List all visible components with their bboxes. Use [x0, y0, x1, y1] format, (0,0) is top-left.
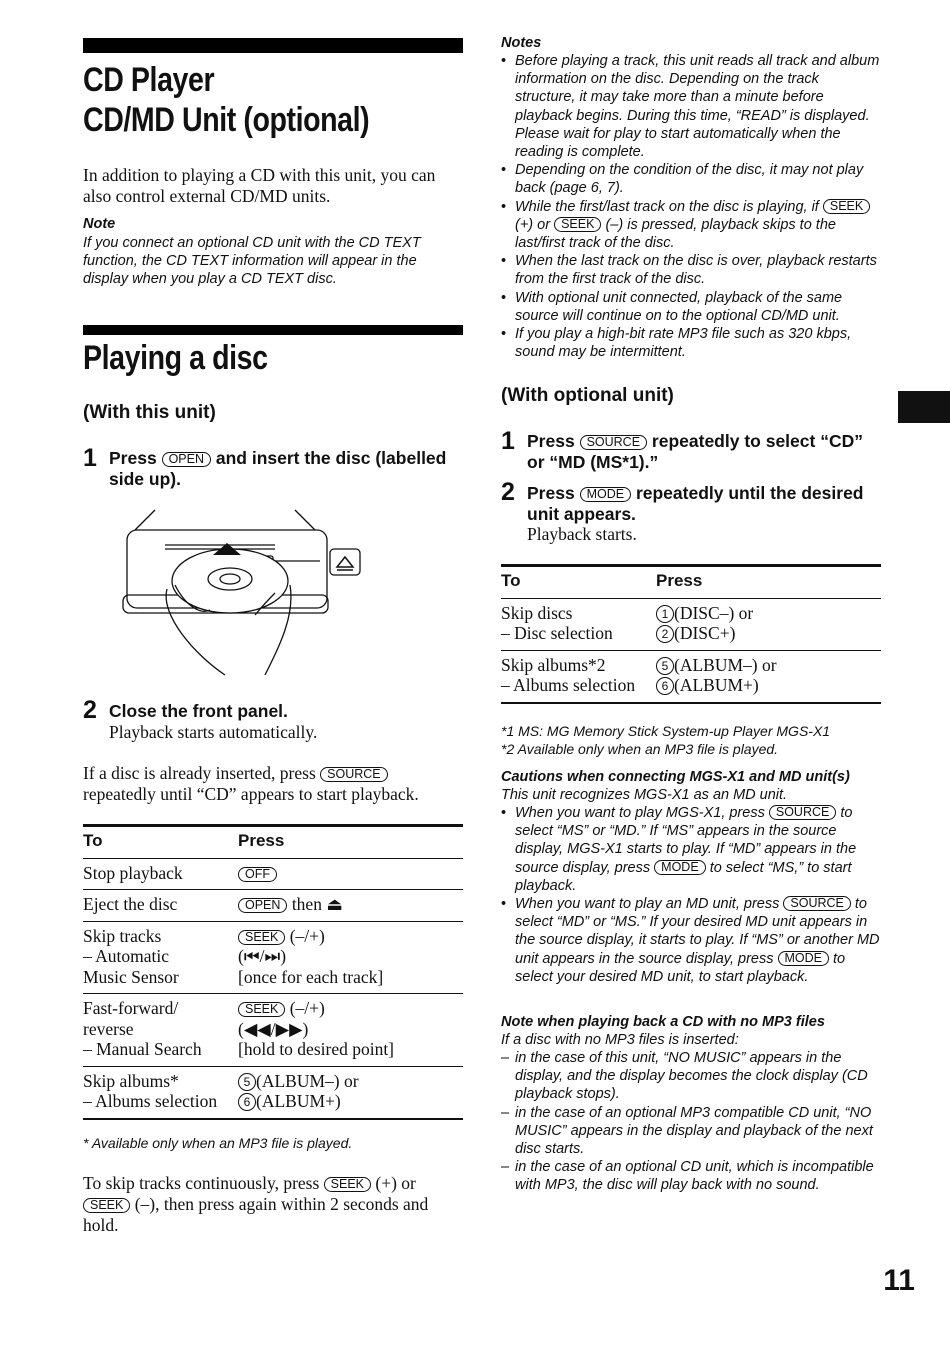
table-footnote: * Available only when an MP3 file is played.	[83, 1135, 353, 1151]
list-item: • Depending on the condition of the disc, it may not play back (page 6, 7).	[501, 161, 881, 197]
table-cell: Skip albums*2 – Albums selection	[501, 650, 656, 703]
list-item	[501, 804, 881, 895]
section-title: Playing a disc	[83, 339, 268, 377]
step-text-part: Press	[109, 448, 157, 468]
subsection-title: (With this unit)	[83, 402, 216, 423]
source-key: SOURCE	[783, 896, 850, 911]
table-row	[83, 890, 463, 922]
list-item: – in the case of an optional CD unit, which is incompatible with MP3, the disc will play back with no sound.	[501, 1158, 881, 1194]
open-key: OPEN	[238, 898, 287, 913]
paragraph-part: (+) or	[375, 1173, 416, 1193]
page-number: 11	[883, 1264, 915, 1297]
seek-key: SEEK	[823, 199, 870, 214]
seek-key: SEEK	[83, 1198, 130, 1213]
table-header-press: Press	[238, 826, 463, 859]
step-2-text: Close the front panel.	[109, 701, 288, 721]
table-cell	[238, 994, 463, 1067]
table-cell	[238, 1066, 463, 1119]
disc-insert-illustration	[115, 505, 370, 685]
table-cell: Skip tracks – Automatic Music Sensor	[83, 921, 238, 994]
table-cell	[238, 921, 463, 994]
table-row	[83, 994, 463, 1067]
off-key: OFF	[238, 867, 277, 882]
table-cell: Eject the disc	[83, 890, 238, 922]
list-item: • If you play a high-bit rate MP3 file such as 320 kbps, sound may be intermittent.	[501, 325, 881, 361]
optional-step-2-sub: Playback starts.	[527, 524, 637, 544]
list-item-text: (–) is pressed, playback skips to the last/first track of the disc.	[515, 216, 836, 252]
seek-key: SEEK	[554, 217, 601, 232]
section-tab-marker	[898, 391, 950, 423]
cautions-intro: This unit recognizes MGS-X1 as an MD unit.	[501, 787, 788, 803]
number-1-key: 1	[656, 605, 674, 623]
table-row	[501, 650, 881, 703]
step-1-text	[109, 448, 459, 490]
paragraph-part: (–), then press again within 2 seconds and hold.	[83, 1194, 429, 1235]
seek-key: SEEK	[324, 1177, 371, 1192]
source-key: SOURCE	[769, 805, 836, 820]
intro-paragraph: In addition to playing a CD with this unit, you can also control external CD/MD units.	[83, 165, 436, 206]
mode-key: MODE	[580, 487, 632, 502]
footnote-2: *2 Available only when an MP3 file is played.	[501, 741, 779, 757]
number-6-key: 6	[656, 677, 674, 695]
table-cell	[656, 650, 881, 703]
source-key: SOURCE	[320, 767, 387, 782]
number-2-key: 2	[656, 625, 674, 643]
mode-key: MODE	[778, 951, 830, 966]
table-cell-text: (ALBUM–) or	[256, 1070, 359, 1091]
table-cell	[656, 598, 881, 650]
paragraph-part: repeatedly until “CD” appears to start playback.	[83, 784, 419, 804]
list-item: – in the case of an optional MP3 compatible CD unit, “NO MUSIC” appears in the display and playback of the next disc starts.	[501, 1104, 881, 1159]
step-text-part: Press	[527, 483, 575, 503]
section-bar-2	[83, 325, 463, 335]
step-text-part: repeatedly to select “CD” or “MD (MS*1).”	[527, 431, 863, 472]
optional-controls-table	[501, 564, 881, 704]
list-item-text: When you want to play an MD unit, press	[515, 896, 780, 913]
step-text-part: and insert the disc (labelled side up).	[109, 448, 447, 489]
notes-list	[501, 52, 881, 361]
list-item-text: to select “MS,” to start playback.	[515, 859, 852, 894]
list-item	[501, 198, 881, 253]
table-row	[83, 858, 463, 890]
list-item: • When the last track on the disc is over, playback restarts from the first track of the disc.	[501, 252, 881, 288]
list-item: • With optional unit connected, playback of the same source will continue on to the optional CD/MD unit.	[501, 289, 881, 325]
no-mp3-list	[501, 1049, 881, 1195]
skip-paragraph	[83, 1173, 463, 1236]
cautions-heading: Cautions when connecting MGS-X1 and MD unit(s)	[501, 769, 850, 785]
table-cell: Stop playback	[83, 858, 238, 890]
table-header-to: To	[501, 566, 656, 599]
source-key: SOURCE	[580, 435, 647, 450]
table-header-to: To	[83, 826, 238, 859]
seek-key: SEEK	[238, 930, 285, 945]
already-inserted-paragraph	[83, 763, 463, 805]
table-cell-text: (–/+) (⏮/⏭) [once for each track]	[238, 925, 384, 987]
number-6-key: 6	[238, 1093, 256, 1111]
table-cell-text: (ALBUM+)	[256, 1091, 341, 1111]
table-cell-text: (ALBUM–) or	[674, 654, 777, 675]
table-cell-text: (DISC+)	[674, 623, 736, 643]
list-item-text: When you want to play MGS-X1, press	[515, 805, 765, 821]
table-cell-text: then ⏏	[291, 894, 343, 914]
table-cell: Skip discs – Disc selection	[501, 598, 656, 650]
table-cell: Skip albums* – Albums selection	[83, 1066, 238, 1119]
list-item-text: (+) or	[515, 216, 551, 233]
notes-heading: Notes	[501, 35, 542, 51]
table-cell: Fast-forward/ reverse – Manual Search	[83, 994, 238, 1067]
optional-step-2-text	[527, 483, 877, 525]
optional-unit-title: (With optional unit)	[501, 385, 674, 406]
list-item-text: to select “MS” or “MD.” If “MS” appears in the source display, MGS-X1 starts to play. If “MD” appears in the source display, press	[515, 805, 857, 876]
table-row	[83, 1066, 463, 1119]
step-number: 2	[501, 478, 515, 506]
table-header-press: Press	[656, 566, 881, 599]
table-row	[83, 921, 463, 994]
note-heading: Note	[83, 216, 116, 232]
table-cell	[238, 858, 463, 890]
step-2-sub: Playback starts automatically.	[109, 722, 318, 742]
paragraph-part: If a disc is already inserted, press	[83, 763, 316, 783]
controls-table	[83, 824, 463, 1120]
seek-key: SEEK	[238, 1002, 285, 1017]
optional-step-1-text	[527, 431, 877, 473]
page-title-line2: CD/MD Unit (optional)	[83, 101, 370, 139]
step-text-part: repeatedly until the desired unit appears.	[527, 483, 864, 524]
step-text-part: Press	[527, 431, 575, 451]
open-key: OPEN	[162, 452, 211, 467]
paragraph-part: To skip tracks continuously, press	[83, 1173, 320, 1193]
footnote-1: *1 MS: MG Memory Stick System-up Player MGS-X1	[501, 723, 831, 739]
no-mp3-intro: If a disc with no MP3 files is inserted:	[501, 1032, 739, 1048]
number-5-key: 5	[656, 657, 674, 675]
list-item-text: to select “MD” or “MS.” If your desired MD unit appears in the source display, it starts to play. If “MS” or another MD unit appears in the source display, press	[515, 896, 880, 967]
list-item: • Before playing a track, this unit reads all track and album information on the disc. Depending on the track structure, it may take more than a minute before playback begins. During this time, “READ” is displayed. Please wait for play to start automatically when the reading is complete.	[501, 52, 881, 161]
list-item-text: While the first/last track on the disc is playing, if	[515, 198, 819, 215]
note-text: If you connect an optional CD unit with the CD TEXT function, the CD TEXT information will appear in the display when you play a CD TEXT disc.	[83, 235, 421, 288]
number-5-key: 5	[238, 1073, 256, 1091]
list-item	[501, 895, 881, 986]
section-bar	[83, 38, 463, 53]
step-number: 2	[83, 696, 97, 724]
list-item: – in the case of this unit, “NO MUSIC” appears in the display, and the display becomes the clock display (CD playback stops).	[501, 1049, 881, 1104]
no-mp3-heading: Note when playing back a CD with no MP3 files	[501, 1014, 825, 1030]
table-row	[501, 598, 881, 650]
table-cell-text: (DISC–) or	[674, 602, 754, 623]
page-title	[83, 60, 453, 140]
table-cell-text: (ALBUM+)	[674, 675, 759, 695]
page-title-line1: CD Player	[83, 61, 215, 99]
table-cell	[238, 890, 463, 922]
step-number: 1	[501, 427, 515, 455]
table-cell-text: (–/+) (◀◀/▶▶) [hold to desired point]	[238, 998, 395, 1059]
list-item-text: to select your desired MD unit, to start playback.	[515, 950, 846, 985]
step-number: 1	[83, 444, 97, 472]
mode-key: MODE	[654, 860, 706, 875]
cautions-list	[501, 804, 881, 986]
